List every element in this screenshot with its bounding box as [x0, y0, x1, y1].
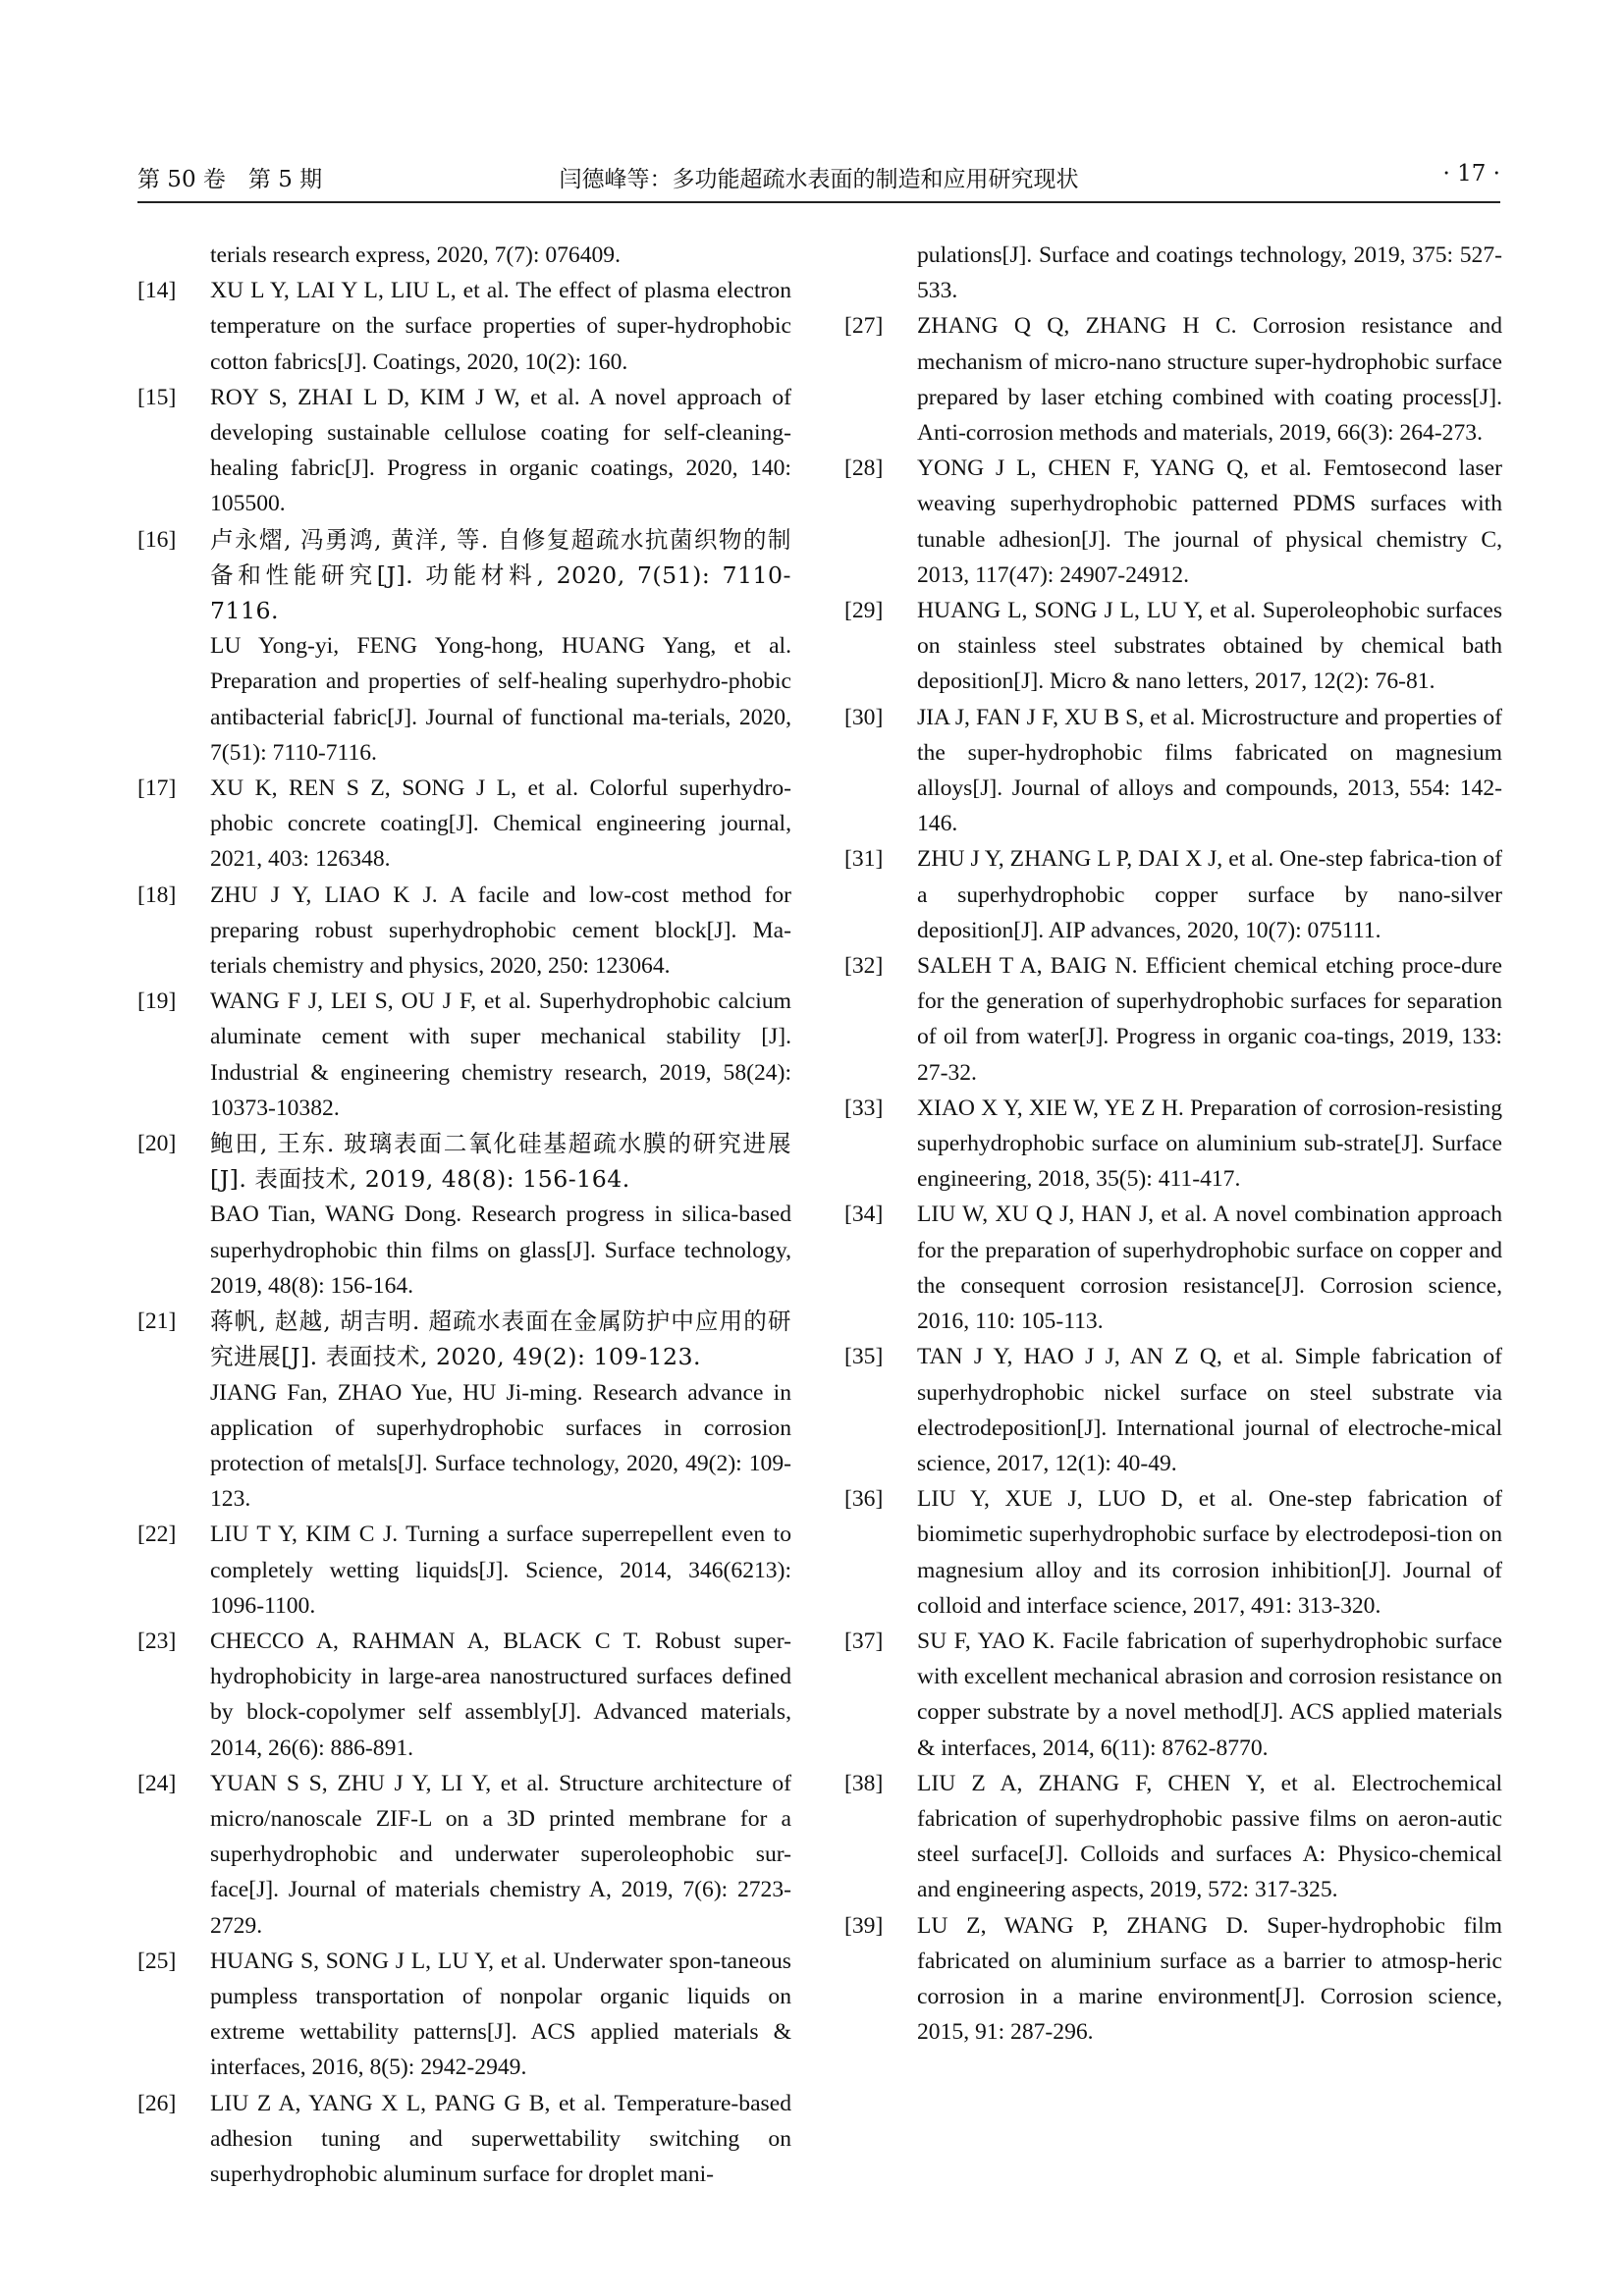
ref-number: [38] [844, 1770, 884, 1796]
ref-number: [32] [844, 953, 884, 980]
ref-text: YONG J L, CHEN F, YANG Q, et al. Femtosecond laser weaving superhydrophobic patterned PDMS surfaces with tunable adhesion[J]. The journal of physical chemistry C, 2013, 117(47): 24907-24912. [917, 455, 1502, 588]
ref-number: [35] [844, 1344, 884, 1370]
reference-31 [844, 841, 1502, 948]
ref-text-zh: 鲍田, 王东. 玻璃表面二氧化硅基超疏水膜的研究进展[J]. 表面技术, 2019, 48(8): 156-164. [210, 1130, 791, 1194]
ref-number: [19] [137, 988, 177, 1015]
ref-number: [14] [137, 278, 177, 304]
reference-16 [137, 522, 791, 771]
ref-number: [31] [844, 846, 884, 873]
reference-39 [844, 1908, 1502, 2051]
reference-37 [844, 1624, 1502, 1766]
ref-text: SU F, YAO K. Facile fabrication of superhydrophobic surface with excellent mechanical abrasion and corrosion resistance on copper substrate by a novel method[J]. ACS applied materials & interfaces, 2014, 6(11): 8762-8770. [917, 1628, 1502, 1761]
ref-text-zh: 卢永熠, 冯勇鸿, 黄洋, 等. 自修复超疏水抗菌织物的制备和性能研究[J]. 功能材料, 2020, 7(51): 7110-7116. [210, 525, 791, 625]
ref-text: XIAO X Y, XIE W, YE Z H. Preparation of corrosion-resisting superhydrophobic surface on aluminium sub-strate[J]. Surface engineering, 2018, 35(5): 411-417. [917, 1095, 1502, 1193]
ref-text: ZHU J Y, ZHANG L P, DAI X J, et al. One-step fabrica-tion of a superhydrophobic copper surface by nano-silver deposition[J]. AIP advances, 2020, 10(7): 075111. [917, 846, 1502, 943]
reference-18 [137, 878, 791, 985]
ref-number: [34] [844, 1201, 884, 1228]
reference-36 [844, 1481, 1502, 1624]
reference-15 [137, 380, 791, 522]
ref-number: [26] [137, 2090, 177, 2116]
ref-text: LIU T Y, KIM C J. Turning a surface superrepellent even to completely wetting liquids[J]. Science, 2014, 346(6213): 1096-1100. [210, 1522, 791, 1619]
ref-text: HUANG S, SONG J L, LU Y, et al. Underwater spon-taneous pumpless transportation of nonpolar organic liquids on extreme wettability patterns[J]. ACS applied materials & interfaces, 2016, 8(5): 2942-2949. [210, 1948, 791, 2081]
ref-number: [27] [844, 313, 884, 340]
ref-number: [15] [137, 384, 177, 410]
ref-text: XU L Y, LAI Y L, LIU L, et al. The effect of plasma electron temperature on the surface properties of super-hydrophobic cotton fabrics[J]. Coatings, 2020, 10(2): 160. [210, 278, 791, 375]
ref-number: [20] [137, 1131, 177, 1157]
ref-number: [16] [137, 526, 177, 553]
ref-text: LIU Z A, YANG X L, PANG G B, et al. Temperature-based adhesion tuning and superwettability switching on superhydrophobic aluminum surface for droplet mani- [210, 2090, 791, 2187]
ref-number: [22] [137, 1522, 177, 1548]
reference-28 [844, 451, 1502, 593]
ref-number: [39] [844, 1912, 884, 1939]
ref-text: HUANG L, SONG J L, LU Y, et al. Superoleophobic surfaces on stainless steel substrates obtained by chemical bath deposition[J]. Micro & nano letters, 2017, 12(2): 76-81. [917, 598, 1502, 695]
header-rule [137, 201, 1500, 203]
ref-text: WANG F J, LEI S, OU J F, et al. Superhydrophobic calcium aluminate cement with super mechanical stability [J]. Industrial & engineering chemistry research, 2019, 58(24): 10373-10382. [210, 988, 791, 1121]
left-column [137, 238, 791, 2192]
reference-17 [137, 771, 791, 878]
header-article-title: 闫德峰等：多功能超疏水表面的制造和应用研究现状 [559, 167, 1079, 192]
reference-29 [844, 593, 1502, 700]
ref-text: JIA J, FAN J F, XU B S, et al. Microstructure and properties of the super-hydrophobic films fabricated on magnesium alloys[J]. Journal of alloys and compounds, 2013, 554: 142-146. [917, 704, 1502, 837]
reference-38 [844, 1766, 1502, 1908]
ref-text: LIU Z A, ZHANG F, CHEN Y, et al. Electrochemical fabrication of superhydrophobic passive films on aeron-autic steel surface[J]. Colloids and surfaces A: Physico-chemical and engineering aspects, 2019, 572: 317-325. [917, 1770, 1502, 1903]
reference-25 [137, 1944, 791, 2086]
header-page-number: · 17 · [1442, 161, 1500, 187]
ref-text: XU K, REN S Z, SONG J L, et al. Colorful superhydro-phobic concrete coating[J]. Chemical engineering journal, 2021, 403: 126348. [210, 775, 791, 873]
reference-14 [137, 273, 791, 380]
ref-text: LIU Y, XUE J, LUO D, et al. One-step fabrication of biomimetic superhydrophobic surface by electrodeposi-tion on magnesium alloy and its corrosion inhibition[J]. Journal of colloid and interface science, 2017, 491: 313-320. [917, 1486, 1502, 1619]
reference-20 [137, 1126, 791, 1304]
ref-text: YUAN S S, ZHU J Y, LI Y, et al. Structure architecture of micro/nanoscale ZIF-L on a 3D printed membrane for a superhydrophobic and underwater superoleophobic sur-face[J]. Journal of materials chemistry A, 2019, 7(6): 2723-2729. [210, 1770, 791, 1939]
ref-text: ROY S, ZHAI L D, KIM J W, et al. A novel approach of developing sustainable cellulose coating for self-cleaning-healing fabric[J]. Progress in organic coatings, 2020, 140: 105500. [210, 384, 791, 517]
ref-text-zh: 蒋帆, 赵越, 胡吉明. 超疏水表面在金属防护中应用的研究进展[J]. 表面技术, 2020, 49(2): 109-123. [210, 1308, 791, 1371]
ref-continuation: pulations[J]. Surface and coatings technology, 2019, 375: 527-533. [917, 242, 1502, 304]
ref-text-en: JIANG Fan, ZHAO Yue, HU Ji-ming. Research advance in application of superhydrophobic surfaces in corrosion protection of metals[J]. Surface technology, 2020, 49(2): 109-123. [210, 1379, 791, 1513]
ref-text: ZHANG Q Q, ZHANG H C. Corrosion resistance and mechanism of micro-nano structure super-hydrophobic surface prepared by laser etching combined with coating process[J]. Anti-corrosion methods and materials, 2019, 66(3): 264-273. [917, 313, 1502, 447]
reference-21 [137, 1304, 791, 1517]
ref-number: [29] [844, 598, 884, 624]
reference-30 [844, 700, 1502, 842]
ref-text: CHECCO A, RAHMAN A, BLACK C T. Robust super-hydrophobicity in large-area nanostructured surfaces defined by block-copolymer self assembly[J]. Advanced materials, 2014, 26(6): 886-891. [210, 1628, 791, 1761]
reference-34 [844, 1197, 1502, 1339]
ref-text: ZHU J Y, LIAO K J. A facile and low-cost method for preparing robust superhydrophobic cement block[J]. Ma-terials chemistry and physics, 2020, 250: 123064. [210, 881, 791, 980]
ref-number: [37] [844, 1628, 884, 1654]
reference-32 [844, 948, 1502, 1091]
ref-number: [28] [844, 455, 884, 482]
reference-23 [137, 1624, 791, 1766]
ref-number: [33] [844, 1095, 884, 1121]
ref-number: [23] [137, 1628, 177, 1654]
ref-number: [30] [844, 704, 884, 730]
reference-33 [844, 1091, 1502, 1198]
ref-number: [17] [137, 775, 177, 802]
reference-24 [137, 1766, 791, 1944]
ref-number: [25] [137, 1948, 177, 1974]
ref-text: SALEH T A, BAIG N. Efficient chemical etching proce-dure for the generation of superhydrophobic surfaces for separation of oil from water[J]. Progress in organic coa-tings, 2019, 133: 27-32. [917, 953, 1502, 1086]
reference-19 [137, 984, 791, 1126]
ref-number: [18] [137, 881, 177, 908]
reference-26 [137, 2086, 791, 2193]
ref-number: [21] [137, 1308, 177, 1335]
ref-text-en: BAO Tian, WANG Dong. Research progress in silica-based superhydrophobic thin films on glass[J]. Surface technology, 2019, 48(8): 156-164. [210, 1201, 791, 1299]
ref-text-en: LU Yong-yi, FENG Yong-hong, HUANG Yang, et al. Preparation and properties of self-healing superhydro-phobic antibacterial fabric[J]. Journal of functional ma-terials, 2020, 7(51): 7110-7116. [210, 633, 791, 766]
ref-text: TAN J Y, HAO J J, AN Z Q, et al. Simple fabrication of superhydrophobic nickel surface on steel substrate via electrodeposition[J]. International journal of electroche-mical science, 2017, 12(1): 40-49. [917, 1344, 1502, 1476]
ref-continuation: terials research express, 2020, 7(7): 076409. [210, 242, 622, 268]
ref-text: LIU W, XU Q J, HAN J, et al. A novel combination approach for the preparation of superhydrophobic surface on copper and the consequent corrosion resistance[J]. Corrosion science, 2016, 110: 105-113. [917, 1201, 1502, 1335]
header-volume-issue: 第 50 卷 第 5 期 [137, 167, 323, 192]
ref-text: LU Z, WANG P, ZHANG D. Super-hydrophobic film fabricated on aluminium surface as a barrier to atmosp-heric corrosion in a marine environment[J]. Corrosion science, 2015, 91: 287-296. [917, 1912, 1502, 2046]
reference-27 [844, 308, 1502, 451]
running-header [137, 157, 1500, 200]
reference-22 [137, 1517, 791, 1624]
ref-number: [36] [844, 1486, 884, 1513]
right-column [844, 238, 1502, 2050]
ref-number: [24] [137, 1770, 177, 1796]
reference-35 [844, 1339, 1502, 1481]
